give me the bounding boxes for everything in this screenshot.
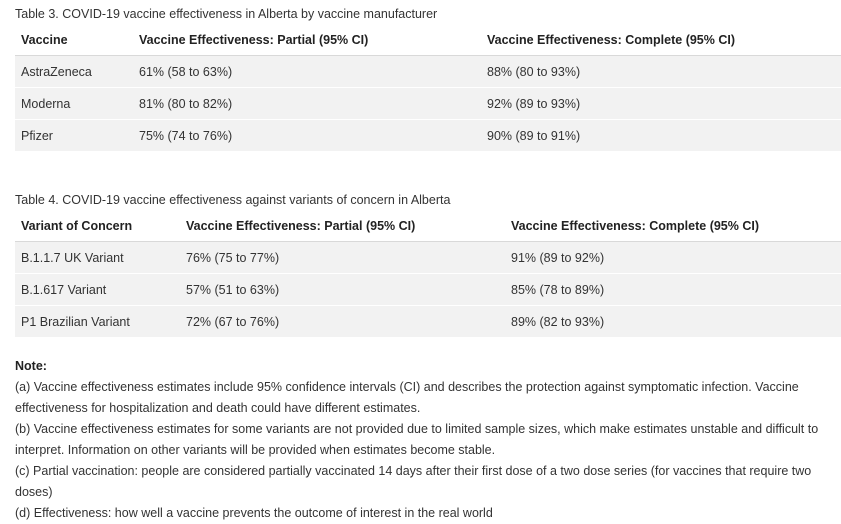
cell-complete: 91% (89 to 92%) [505,242,841,274]
note-line: doses) [15,485,53,499]
column-header-complete: Vaccine Effectiveness: Complete (95% CI) [505,211,841,242]
column-header-complete: Vaccine Effectiveness: Complete (95% CI) [481,25,841,56]
cell-complete: 90% (89 to 91%) [481,120,841,152]
cell-vaccine: AstraZeneca [15,56,133,88]
note-line: (a) Vaccine effectiveness estimates include 95% confidence intervals (CI) and describes the protection against symptomatic infection. Vaccine [15,380,799,394]
notes-title: Note: [15,359,47,373]
cell-complete: 85% (78 to 89%) [505,274,841,306]
table-row [15,274,841,306]
cell-partial: 61% (58 to 63%) [133,56,481,88]
table-row [15,120,841,152]
note-line: (b) Vaccine effectiveness estimates for some variants are not provided due to limited sample sizes, which make estimates unstable and difficult to [15,422,819,436]
table3-caption: Table 3. COVID-19 vaccine effectiveness in Alberta by vaccine manufacturer [15,7,438,21]
note-line: interpret. Information on other variants will be provided when estimates become stable. [15,443,496,457]
cell-partial: 57% (51 to 63%) [180,274,505,306]
cell-partial: 76% (75 to 77%) [180,242,505,274]
cell-partial: 72% (67 to 76%) [180,306,505,338]
note-line: (d) Effectiveness: how well a vaccine prevents the outcome of interest in the real world [15,506,493,520]
cell-complete: 88% (80 to 93%) [481,56,841,88]
table-row [15,88,841,120]
column-header-vaccine: Vaccine [15,25,133,56]
cell-variant: P1 Brazilian Variant [15,306,180,338]
cell-variant: B.1.1.7 UK Variant [15,242,180,274]
notes-section [15,356,831,524]
table3-vaccine-manufacturer [15,25,841,151]
cell-vaccine: Pfizer [15,120,133,152]
note-line: (c) Partial vaccination: people are considered partially vaccinated 14 days after their first dose of a two dose series (for vaccines that require two [15,464,812,478]
column-header-variant: Variant of Concern [15,211,180,242]
cell-variant: B.1.617 Variant [15,274,180,306]
table-header-row [15,211,841,242]
table4-variants-of-concern [15,211,841,337]
table4-caption: Table 4. COVID-19 vaccine effectiveness against variants of concern in Alberta [15,193,451,207]
note-line: effectiveness for hospitalization and death could have different estimates. [15,401,421,415]
cell-complete: 89% (82 to 93%) [505,306,841,338]
cell-vaccine: Moderna [15,88,133,120]
column-header-partial: Vaccine Effectiveness: Partial (95% CI) [180,211,505,242]
column-header-partial: Vaccine Effectiveness: Partial (95% CI) [133,25,481,56]
table-header-row [15,25,841,56]
table-row [15,306,841,338]
cell-complete: 92% (89 to 93%) [481,88,841,120]
table-row [15,56,841,88]
cell-partial: 75% (74 to 76%) [133,120,481,152]
cell-partial: 81% (80 to 82%) [133,88,481,120]
table-row [15,242,841,274]
